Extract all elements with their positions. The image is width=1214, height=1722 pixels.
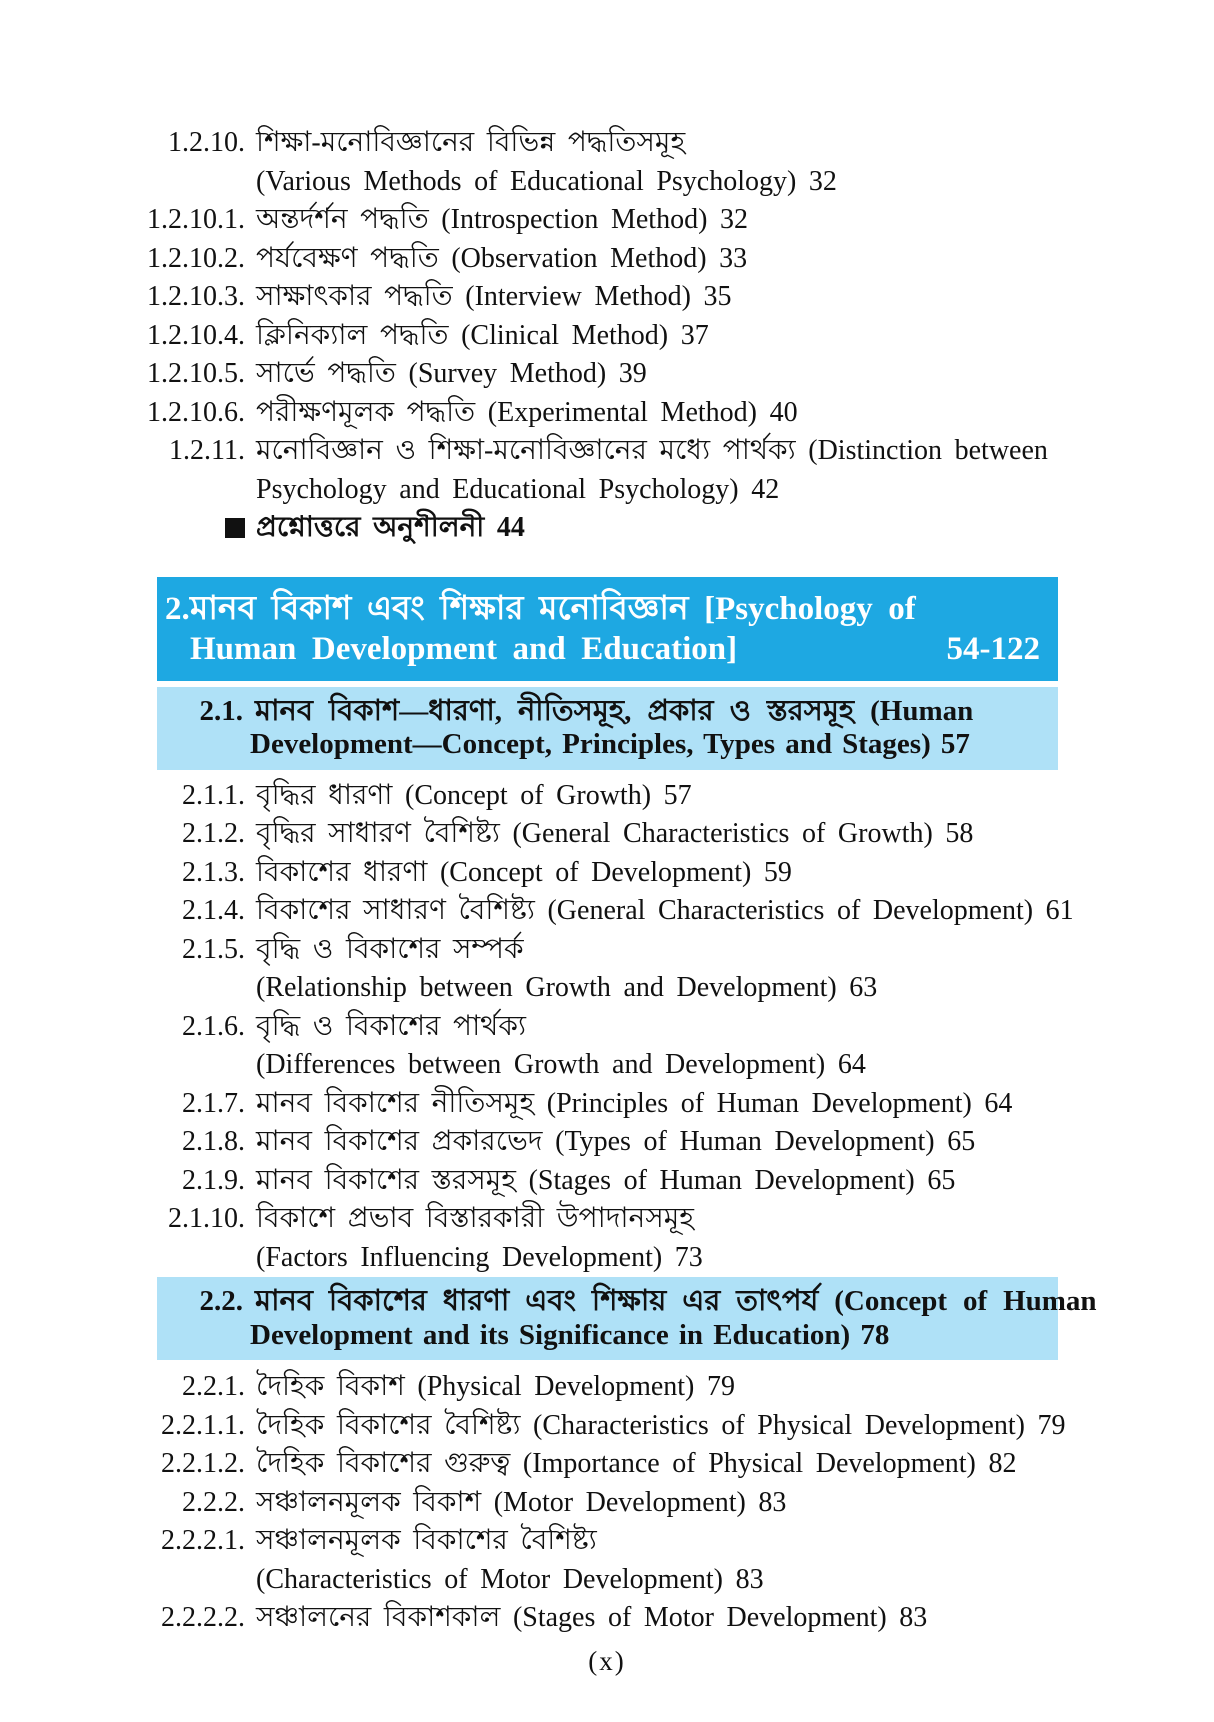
entry-number: 1.2.10.6. bbox=[147, 396, 245, 428]
toc-content bbox=[140, 124, 1100, 1638]
entry-text: (Factors Influencing Development) 73 bbox=[256, 1241, 703, 1273]
toc-entry-continuation bbox=[140, 1561, 1100, 1600]
toc-entry bbox=[140, 815, 1100, 854]
toc-entry-continuation bbox=[140, 471, 1100, 510]
entry-number: 1.2.10.1. bbox=[147, 204, 245, 235]
toc-entry bbox=[140, 892, 1100, 931]
entry-number: 2.2.1.1. bbox=[161, 1409, 245, 1441]
toc-entry bbox=[140, 394, 1100, 433]
entry-number: 1.2.10. bbox=[168, 127, 245, 158]
entry-text: দৈহিক বিকাশের বৈশিষ্ট্য (Characteristics of Physical Development) 79 bbox=[256, 1409, 1066, 1441]
toc-entry bbox=[140, 931, 1100, 970]
toc-entry bbox=[140, 777, 1100, 816]
entry-text: (Various Methods of Educational Psychology) 32 bbox=[256, 165, 837, 197]
toc-entry bbox=[140, 432, 1100, 471]
entry-number: 2.2.2. bbox=[182, 1486, 245, 1518]
toc-entry bbox=[140, 1008, 1100, 1047]
page-number-footer: (x) bbox=[588, 1646, 626, 1676]
entry-number: 1.2.10.5. bbox=[147, 358, 245, 389]
entry-text: বৃদ্ধি ও বিকাশের সম্পর্ক bbox=[256, 933, 524, 965]
toc-entry bbox=[140, 854, 1100, 893]
entry-text: সাক্ষাৎকার পদ্ধতি (Interview Method) 35 bbox=[256, 281, 732, 312]
section-heading-line2: Development—Concept, Principles, Types and Stages) 57 bbox=[250, 728, 970, 760]
entry-text: মনোবিজ্ঞান ও শিক্ষা-মনোবিজ্ঞানের মধ্যে পার্থক্য (Distinction between bbox=[256, 435, 1048, 466]
entry-text: পর্যবেক্ষণ পদ্ধতি (Observation Method) 33 bbox=[256, 242, 748, 274]
toc-entry bbox=[140, 201, 1100, 240]
toc-entry-continuation bbox=[140, 163, 1100, 202]
entry-number: 1.2.10.4. bbox=[147, 319, 245, 351]
toc-entry bbox=[140, 355, 1100, 394]
entry-text: বিকাশের সাধারণ বৈশিষ্ট্য (General Characteristics of Development) 61 bbox=[256, 895, 1074, 926]
chapter-number: 2. bbox=[165, 590, 190, 627]
entry-text: (Relationship between Growth and Development) 63 bbox=[256, 972, 878, 1003]
toc-entry-continuation bbox=[140, 1046, 1100, 1085]
entry-number: 2.1.8. bbox=[182, 1126, 245, 1157]
toc-entry bbox=[140, 1123, 1100, 1162]
entry-text: সঞ্চালনমূলক বিকাশ (Motor Development) 83 bbox=[256, 1486, 787, 1518]
toc-entry bbox=[140, 1599, 1100, 1638]
entry-text: দৈহিক বিকাশ (Physical Development) 79 bbox=[256, 1371, 735, 1402]
entry-number: 2.1.7. bbox=[182, 1087, 245, 1119]
entry-text: মানব বিকাশের প্রকারভেদ (Types of Human Development) 65 bbox=[256, 1126, 976, 1157]
chapter-2-heading bbox=[157, 577, 1058, 681]
section-heading-line1 bbox=[157, 1285, 1097, 1319]
entry-text: Psychology and Educational Psychology) 42 bbox=[256, 473, 780, 505]
toc-entry bbox=[140, 1368, 1100, 1407]
entry-number: 2.1.1. bbox=[182, 779, 245, 811]
entry-text: শিক্ষা-মনোবিজ্ঞানের বিভিন্ন পদ্ধতিসমূহ bbox=[256, 127, 686, 158]
toc-section-2-2 bbox=[140, 1368, 1100, 1638]
toc-entry-continuation bbox=[140, 1239, 1100, 1278]
chapter-title-line2 bbox=[157, 629, 1040, 669]
entry-text: মানব বিকাশের স্তরসমূহ (Stages of Human Development) 65 bbox=[256, 1164, 956, 1196]
entry-number: 2.2.1. bbox=[182, 1371, 245, 1402]
entry-number: 2.2.1.2. bbox=[161, 1448, 245, 1479]
entry-text: বৃদ্ধির সাধারণ বৈশিষ্ট্য (General Characteristics of Growth) 58 bbox=[256, 818, 974, 849]
square-bullet-icon bbox=[140, 509, 245, 548]
toc-entry bbox=[140, 240, 1100, 279]
entry-number: 2.1.4. bbox=[182, 895, 245, 926]
toc-entry bbox=[140, 1085, 1100, 1124]
section-heading-text: মানব বিকাশ—ধারণা, নীতিসমূহ, প্রকার ও স্তরসমূহ (Human bbox=[255, 694, 974, 727]
entry-text: সঞ্চালনের বিকাশকাল (Stages of Motor Development) 83 bbox=[256, 1602, 928, 1633]
entry-number: 2.1.9. bbox=[182, 1164, 245, 1196]
toc-entry bbox=[140, 278, 1100, 317]
chapter-title-text: মানব বিকাশ এবং শিক্ষার মনোবিজ্ঞান [Psychology of bbox=[190, 590, 916, 627]
entry-text: ক্লিনিক্যাল পদ্ধতি (Clinical Method) 37 bbox=[256, 319, 709, 351]
entry-number: 2.1.6. bbox=[182, 1010, 245, 1042]
chapter-title-text: Human Development and Education] bbox=[190, 630, 738, 667]
chapter-indent bbox=[157, 629, 190, 669]
toc-section-2-1 bbox=[140, 777, 1100, 1278]
toc-entry bbox=[140, 1162, 1100, 1201]
section-2-2-heading bbox=[157, 1277, 1097, 1360]
exercise-label: প্রশ্নোত্তরে অনুশীলনী 44 bbox=[256, 512, 525, 543]
entry-number: 2.2.2.2. bbox=[161, 1602, 245, 1633]
section-number: 2.1. bbox=[199, 694, 243, 727]
entry-text: পরীক্ষণমূলক পদ্ধতি (Experimental Method) 40 bbox=[256, 396, 798, 428]
section-heading-text: মানব বিকাশের ধারণা এবং শিক্ষায় এর তাৎপর্য (Concept of Human bbox=[255, 1285, 1097, 1317]
section-number: 2.2. bbox=[199, 1285, 243, 1317]
toc-entry bbox=[140, 317, 1100, 356]
toc-entry bbox=[140, 1407, 1100, 1446]
entry-text: অন্তর্দর্শন পদ্ধতি (Introspection Method) 32 bbox=[256, 204, 748, 235]
toc-entry bbox=[140, 124, 1100, 163]
section-heading-line1 bbox=[157, 695, 1044, 729]
toc-entry bbox=[140, 1445, 1100, 1484]
entry-text: বিকাশে প্রভাব বিস্তারকারী উপাদানসমূহ bbox=[256, 1203, 694, 1234]
toc-entry-continuation bbox=[140, 969, 1100, 1008]
entry-text: দৈহিক বিকাশের গুরুত্ব (Importance of Physical Development) 82 bbox=[256, 1448, 1017, 1479]
entry-number: 2.2.2.1. bbox=[161, 1525, 245, 1556]
entry-text: (Differences between Growth and Development) 64 bbox=[256, 1049, 866, 1080]
section-2-1-heading bbox=[157, 687, 1058, 770]
toc-section-top bbox=[140, 124, 1100, 548]
entry-number: 2.1.3. bbox=[182, 856, 245, 888]
toc-entry bbox=[140, 1522, 1100, 1561]
entry-number: 1.2.10.2. bbox=[147, 242, 245, 274]
entry-number: 2.1.2. bbox=[182, 818, 245, 849]
entry-text: সঞ্চালনমূলক বিকাশের বৈশিষ্ট্য bbox=[256, 1525, 597, 1556]
entry-text: বৃদ্ধি ও বিকাশের পার্থক্য bbox=[256, 1010, 527, 1042]
entry-text: মানব বিকাশের নীতিসমূহ (Principles of Human Development) 64 bbox=[256, 1087, 1013, 1119]
entry-number: 1.2.10.3. bbox=[147, 281, 245, 312]
entry-text: বিকাশের ধারণা (Concept of Development) 59 bbox=[256, 856, 792, 888]
exercise-entry bbox=[140, 509, 1100, 548]
entry-number: 2.1.5. bbox=[182, 933, 245, 965]
entry-text: বৃদ্ধির ধারণা (Concept of Growth) 57 bbox=[256, 779, 692, 811]
chapter-page-range: 54-122 bbox=[946, 630, 1040, 667]
chapter-title-line1 bbox=[157, 589, 1040, 629]
toc-entry bbox=[140, 1484, 1100, 1523]
entry-number: 1.2.11. bbox=[169, 435, 245, 466]
toc-entry bbox=[140, 1200, 1100, 1239]
section-heading-line2: Development and its Significance in Education) 78 bbox=[250, 1318, 890, 1351]
entry-number: 2.1.10. bbox=[168, 1203, 245, 1234]
entry-text: সার্ভে পদ্ধতি (Survey Method) 39 bbox=[256, 358, 647, 389]
entry-text: (Characteristics of Motor Development) 83 bbox=[256, 1563, 764, 1595]
